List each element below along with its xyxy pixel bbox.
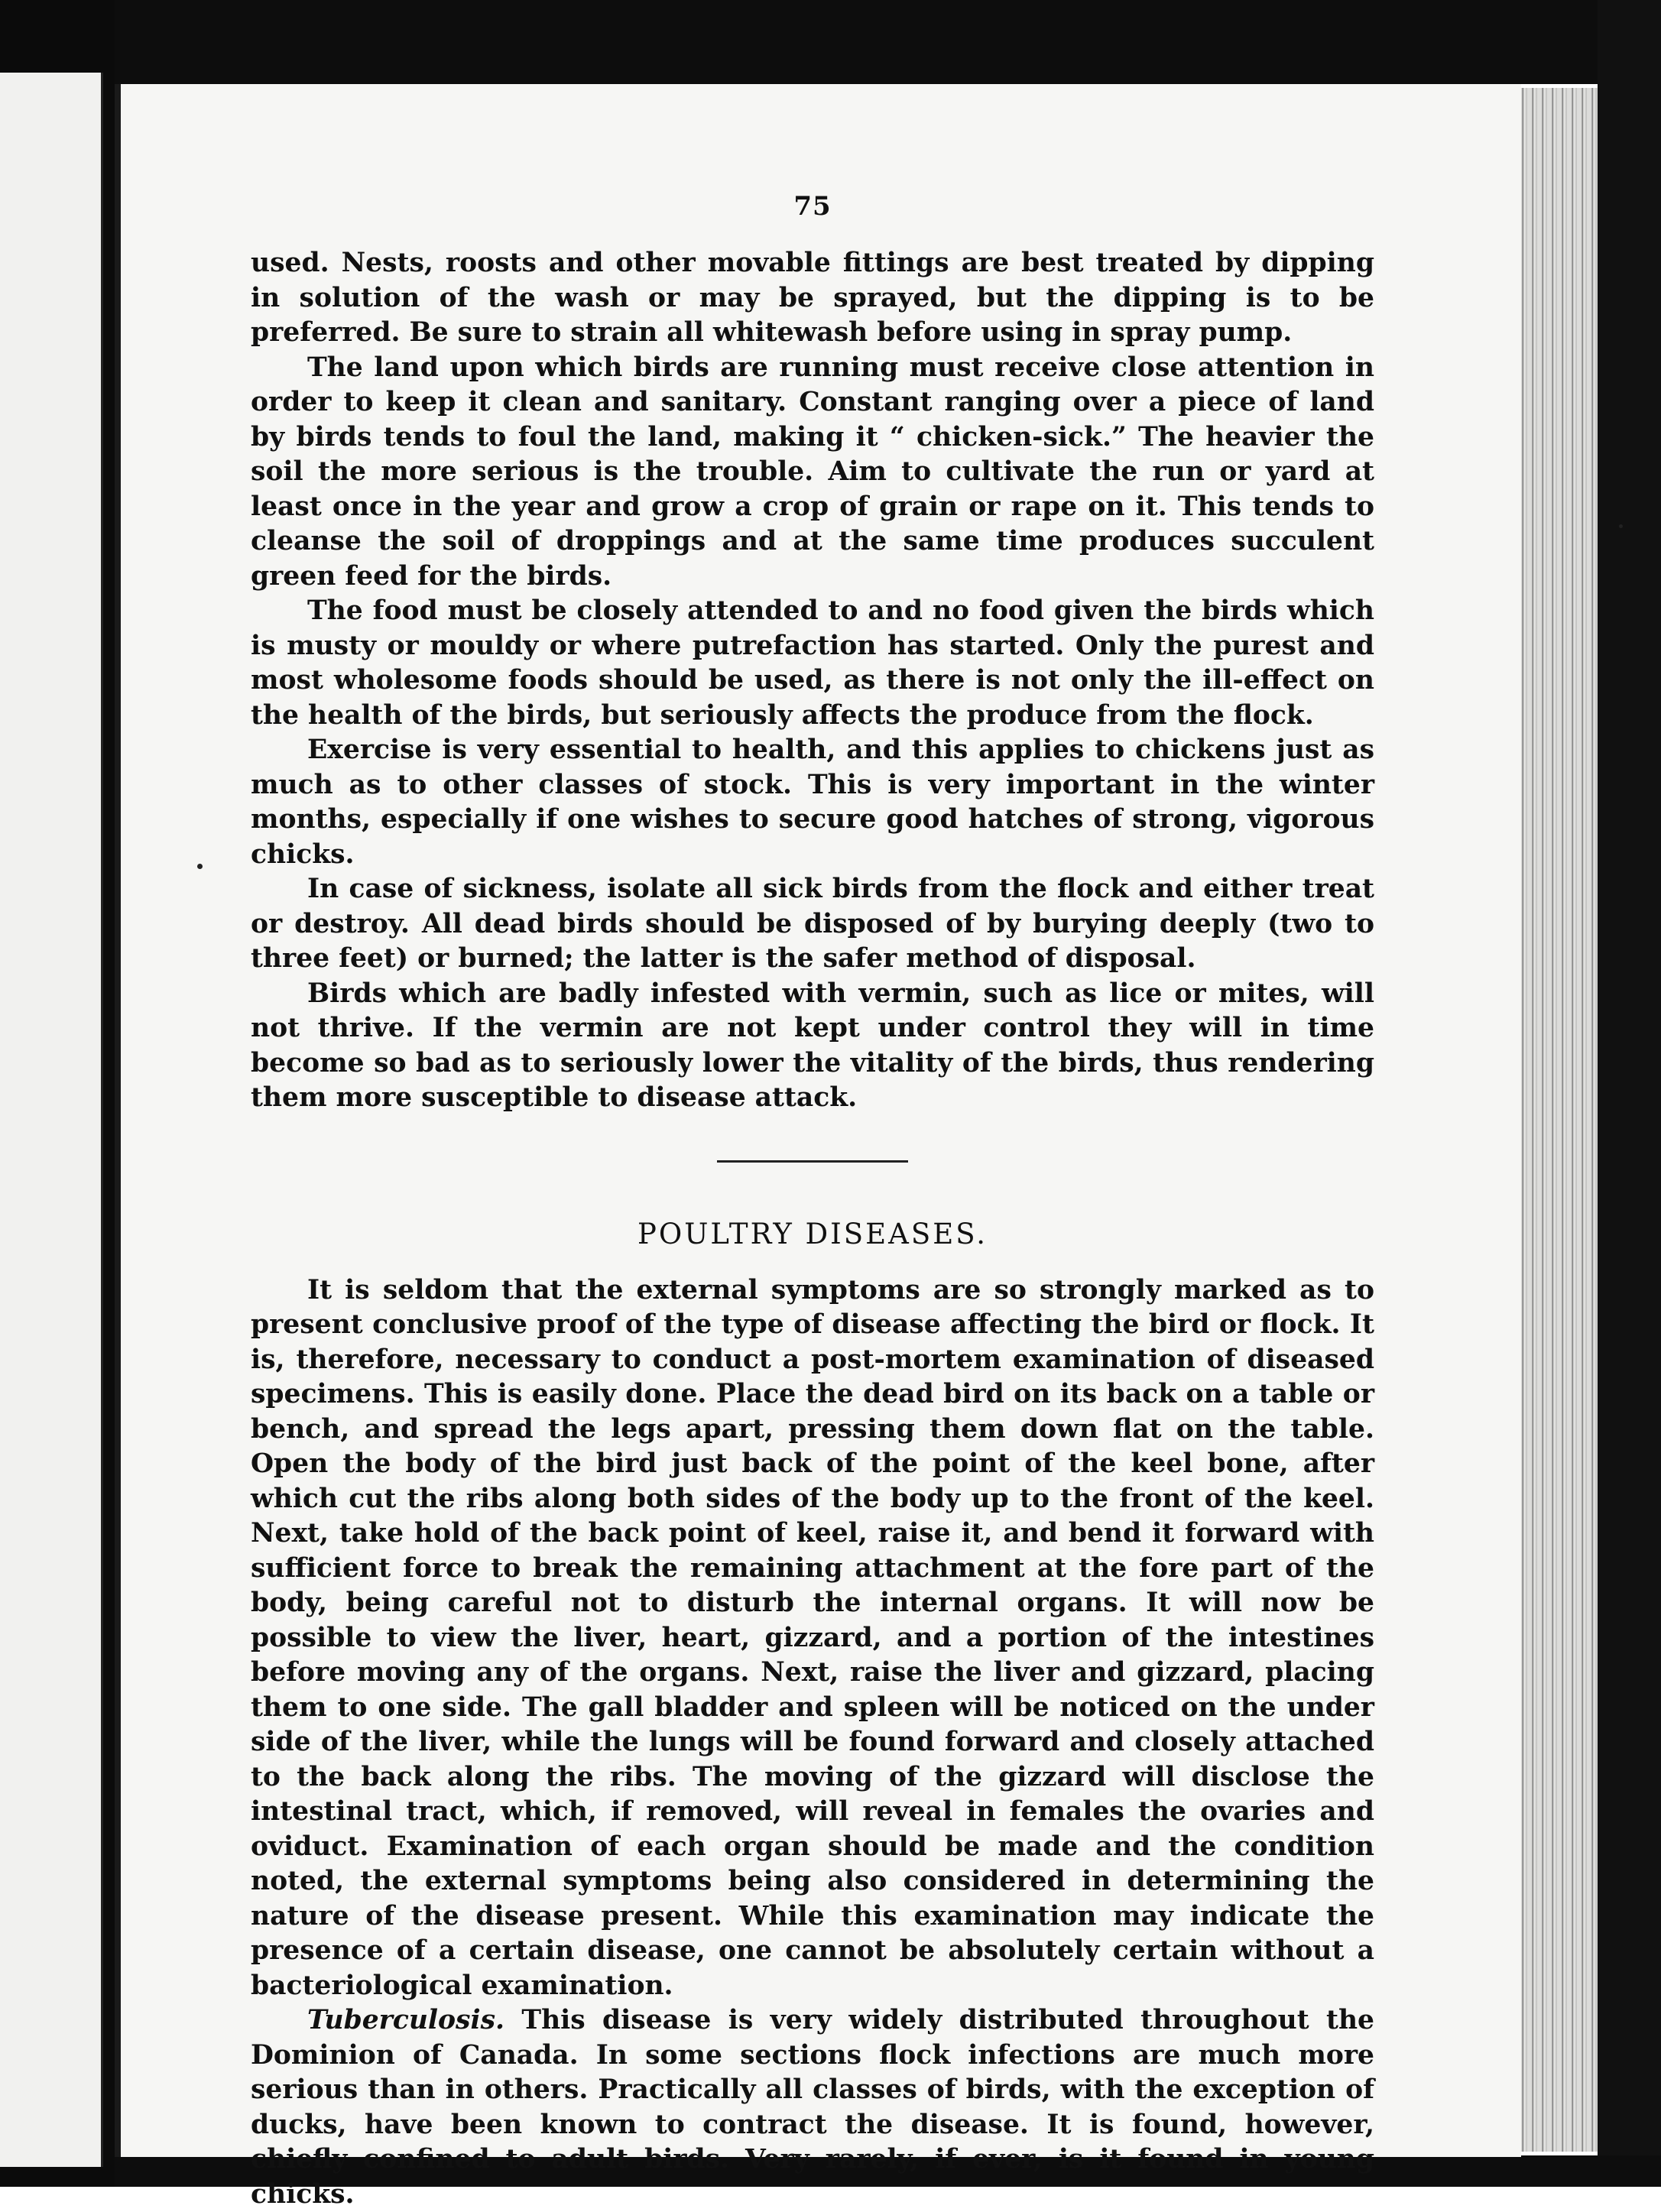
book-page-edges (1517, 88, 1598, 2152)
paragraph-food: The food must be closely attended to and no food given the birds which is musty or mouldy or where putrefaction has started. Only the purest and most wholesome foods should be used, as there is not only the ill-effect on the health of the birds, but seriously affects the produce from the flock. (251, 595, 1374, 731)
tuberculosis-term: Tuberculosis. (307, 2005, 505, 2035)
paragraph-vermin: Birds which are badly infested with vermin, such as lice or mites, will not thrive. If the vermin are not kept under control they will in time become so bad as to seriously lower the vitality of the birds, thus rendering them more susceptible to disease attack. (251, 978, 1374, 1113)
scan-background-top (115, 0, 1661, 84)
scan-speck (1619, 524, 1623, 528)
paragraph-sickness: In case of sickness, isolate all sick birds from the flock and either treat or destroy. All dead birds should be disposed of by burying deeply (two to three feet) or burned; the latter is the safer method of disposal. (251, 874, 1374, 974)
page-number: 75 (793, 191, 832, 222)
tuberculosis-text: This disease is very widely distributed throughout the Dominion of Canada. In some sections flock infections are much more serious than in others. Practically all classes of birds, with the exception of ducks, have been known to contract the disease. It is found, however, chiefly confined to adult birds. Very rarely, if ever, is it found in young chicks. (251, 2005, 1374, 2210)
page-content (251, 191, 1374, 2212)
section-heading: POULTRY DISEASES. (637, 1217, 988, 1250)
book-page (115, 84, 1521, 2210)
section-divider (717, 1160, 908, 1163)
paragraph-land: The land upon which birds are running must receive close attention in order to keep it clean and sanitary. Constant ranging over a piece of land by birds tends to foul the land, making it “ chicken-sick.” The heavier the soil the more serious is the trouble. Aim to cultivate the run or yard at least once in the year and grow a crop of grain or rape on it. This tends to cleanse the soil of droppings and at the same time produces succulent green feed for the birds. (251, 352, 1374, 592)
paragraph-exercise: Exercise is very essential to health, and this applies to chickens just as much as to other classes of stock. This is very important in the winter months, especially if one wishes to secure good hatches of strong, vigorous chicks. (251, 735, 1374, 870)
paragraph-post-mortem: It is seldom that the external symptoms are so strongly marked as to present conclusive proof of the type of disease affecting the bird or flock. It is, therefore, necessary to conduct a post-mortem examination of diseased specimens. This is easily done. Place the dead bird on its back on a table or bench, and spread the legs apart, pressing them down flat on the table. Open the body of the bird just back of the point of the keel bone, after which cut the ribs along both sides of the body up to the front of the keel. Next, take hold of the back point of keel, raise it, and bend it forward with sufficient force to break the remaining attachment at the fore part of the body, being careful not to disturb the internal organs. It will now be possible to view the liver, heart, gizzard, and a portion of the intestines before moving any of the organs. Next, raise the liver and gizzard, placing them to one side. The gall bladder and spleen will be noticed on the under side of the liver, while the lungs will be found forward and closely attached to the back along the ribs. The moving of the gizzard will disclose the intestinal tract, which, if removed, will reveal in females the ovaries and oviduct. Examination of each organ should be made and the condition noted, the external symptoms being also considered in determining the nature of the disease present. While this examination may indicate the presence of a certain disease, one cannot be absolutely certain without a bacteriological examination. (251, 1274, 1374, 2001)
scan-background-right (1598, 0, 1661, 2187)
scan-speck (197, 864, 203, 869)
facing-page-edge (0, 73, 103, 2167)
paragraph-tuberculosis (251, 2003, 1374, 2212)
paragraph-nests: used. Nests, roosts and other movable fittings are best treated by dipping in solution of the wash or may be sprayed, but the dipping is to be preferred. Be sure to strain all whitewash before using in spray pump. (251, 248, 1374, 348)
